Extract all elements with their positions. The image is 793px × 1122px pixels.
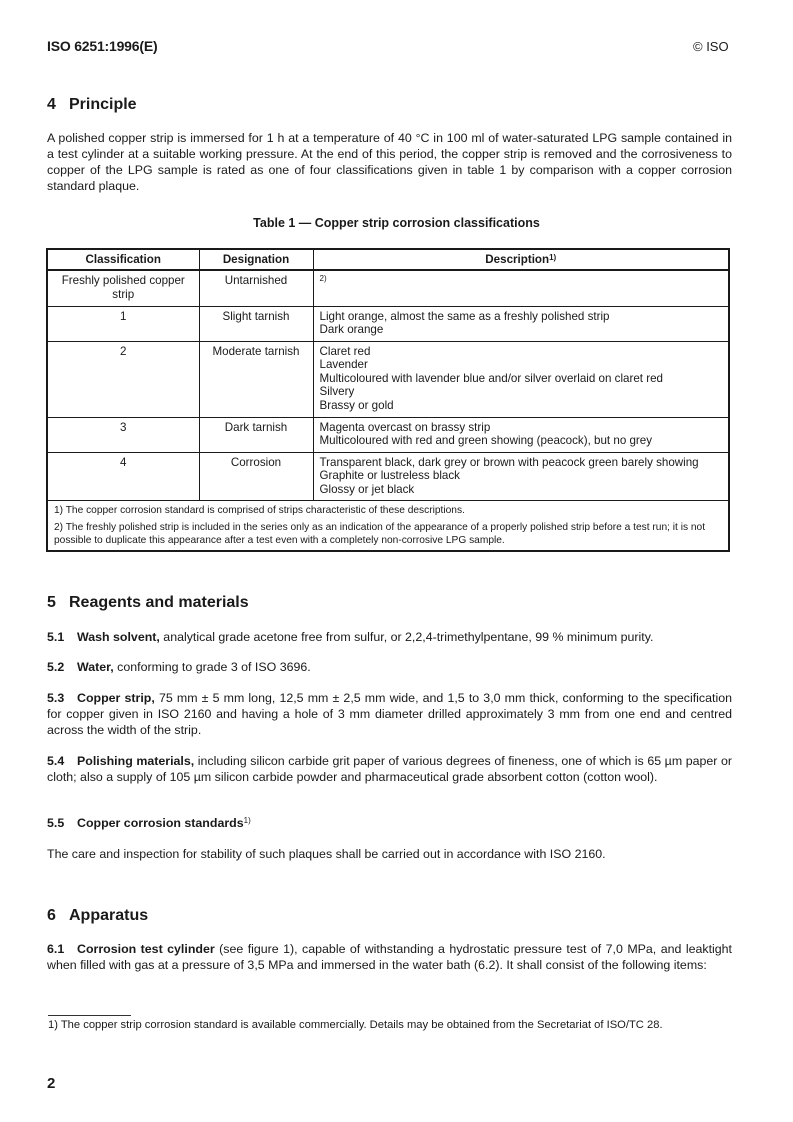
section-4-heading	[47, 96, 137, 114]
clause-5-3: 5.3 Copper strip, 75 mm ± 5 mm long, 12,5 mm ± 2,5 mm wide, and 1,5 to 3,0 mm thick, conforming to the specification for copper given in ISO 2160 and having a hole of 3 mm diameter drilled approximately 3 mm from one end and centred across the width of the strip.	[47, 691, 732, 737]
header-designation: Designation	[199, 249, 313, 270]
cell-classification: Freshly polished copper strip	[47, 270, 199, 306]
table-header-row	[47, 249, 729, 270]
table-footnotes-row	[47, 500, 729, 551]
corrosion-classification-table	[46, 248, 730, 552]
cell-designation: Untarnished	[199, 270, 313, 306]
cell-designation: Slight tarnish	[199, 306, 313, 341]
copyright-mark: © ISO	[693, 39, 729, 54]
clause-6-1: 6.1 Corrosion test cylinder (see figure 1), capable of withstanding a hydrostatic pressure test of 7,0 MPa, and leaktight when filled with gas at a pressure of 3,5 MPa and immersed in the water bath (6.2). It shall consist of the following items:	[47, 942, 732, 972]
cell-classification: 3	[47, 417, 199, 452]
clause-5-2: 5.2 Water, conforming to grade 3 of ISO 3696.	[47, 660, 311, 674]
cell-description: Magenta overcast on brassy strip Multicoloured with red and green showing (peacock), but no grey	[313, 417, 729, 452]
section-number: 6	[47, 907, 56, 924]
table-footnote-2: 2) The freshly polished strip is included in the series only as an indication of the appearance of a properly polished strip before a test run; it is not possible to duplicate this appearance after a test even with a completely non-corrosive LPG sample.	[54, 521, 706, 546]
table-row	[47, 417, 729, 452]
cell-description: Transparent black, dark grey or brown with peacock green barely showing Graphite or lustreless black Glossy or jet black	[313, 452, 729, 500]
cell-designation: Moderate tarnish	[199, 341, 313, 417]
clause-5-4: 5.4 Polishing materials, including silicon carbide grit paper of various degrees of fineness, one of which is 65 µm paper or cloth; also a supply of 105 µm silicon carbide powder and pharmaceutical grade absorbent cotton (cotton wool).	[47, 754, 732, 784]
table-row	[47, 270, 729, 306]
page-number: 2	[47, 1075, 56, 1092]
table-row	[47, 306, 729, 341]
clause-5-1: 5.1 Wash solvent, analytical grade acetone free from sulfur, or 2,2,4-trimethylpentane, 99 % minimum purity.	[47, 630, 654, 644]
footnote-separator	[48, 1015, 131, 1016]
clause-5-5-heading: 5.5 Copper corrosion standards$^{1)}$	[47, 816, 251, 830]
section-number: 4	[47, 96, 56, 113]
section-6-heading	[47, 907, 148, 925]
section-title: Reagents and materials	[69, 594, 249, 611]
section-title: Principle	[69, 96, 137, 113]
document-id: ISO 6251:1996(E)	[47, 38, 158, 54]
table-row	[47, 341, 729, 417]
table-caption: Table 1 — Copper strip corrosion classifications	[253, 216, 540, 230]
clause-5-5-text: The care and inspection for stability of such plaques shall be carried out in accordance with ISO 2160.	[47, 847, 606, 861]
table-footnotes	[47, 500, 729, 551]
header-classification: Classification	[47, 249, 199, 270]
page-footnote: 1) The copper strip corrosion standard is available commercially. Details may be obtained from the Secretariat of ISO/TC 28.	[48, 1019, 663, 1031]
cell-classification: 2	[47, 341, 199, 417]
table-footnote-1: 1) The copper corrosion standard is comprised of strips characteristic of these descriptions.	[54, 504, 465, 516]
section-number: 5	[47, 594, 56, 611]
cell-description: 2)	[313, 270, 729, 306]
table-row	[47, 452, 729, 500]
cell-classification: 4	[47, 452, 199, 500]
principle-paragraph: A polished copper strip is immersed for 1 h at a temperature of 40 °C in 100 ml of water-saturated LPG sample contained in a test cylinder at a suitable working pressure. At the end of this period, the copper strip is removed and the corrosiveness to copper of the LPG sample is rated as one of four classifications given in table 1 by comparison with a copper corrosion standard plaque.	[47, 131, 732, 193]
section-title: Apparatus	[69, 907, 149, 924]
cell-description: Claret red Lavender Multicoloured with lavender blue and/or silver overlaid on claret red Silvery Brassy or gold	[313, 341, 729, 417]
section-5-heading	[47, 594, 249, 612]
cell-designation: Dark tarnish	[199, 417, 313, 452]
cell-description: Light orange, almost the same as a freshly polished strip Dark orange	[313, 306, 729, 341]
cell-classification: 1	[47, 306, 199, 341]
cell-designation: Corrosion	[199, 452, 313, 500]
header-description: Description$^{1)}$	[313, 249, 729, 270]
